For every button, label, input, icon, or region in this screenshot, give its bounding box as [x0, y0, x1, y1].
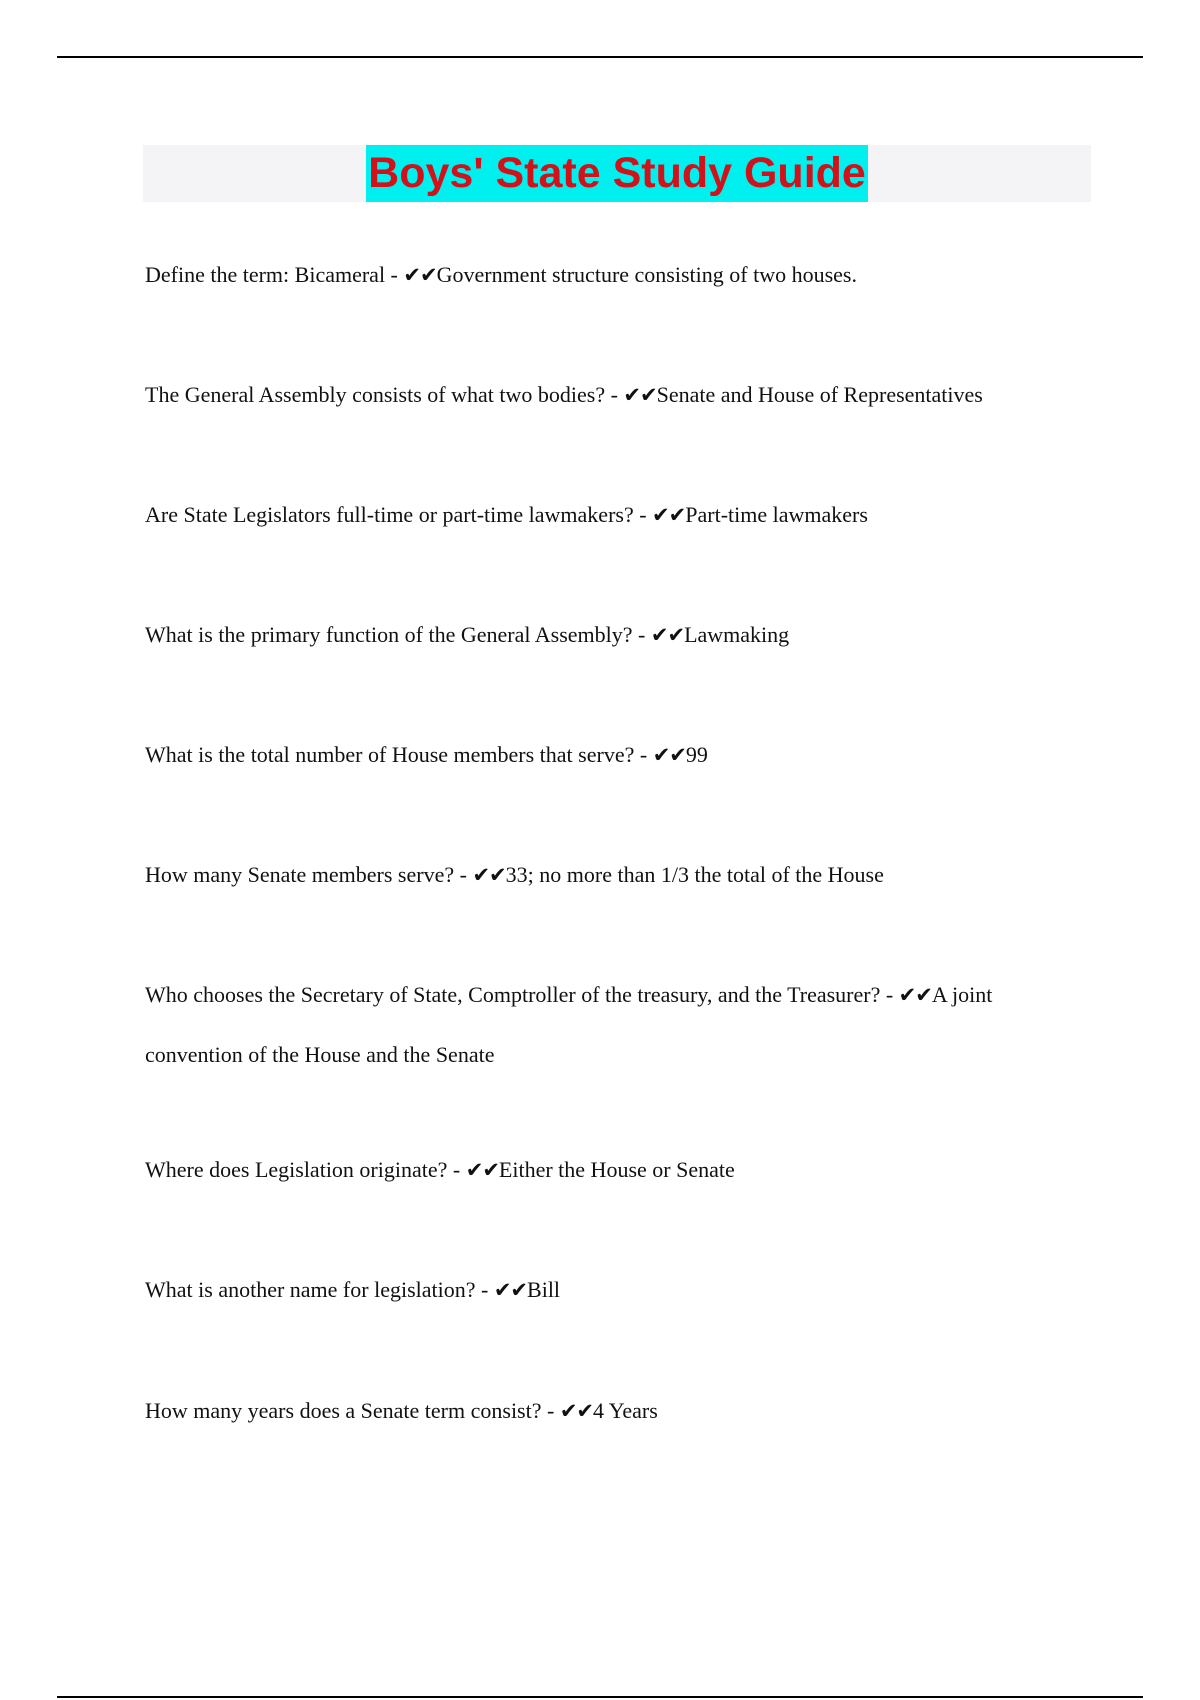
- check-icon: ✔✔: [898, 983, 932, 1007]
- check-icon: ✔✔: [650, 623, 685, 647]
- answer-text: 4 Years: [593, 1398, 658, 1423]
- check-icon: ✔✔: [652, 743, 686, 767]
- qa-item: [145, 725, 1095, 785]
- answer-text: A joint convention of the House and the Senate: [145, 982, 993, 1067]
- check-icon: ✔✔: [652, 503, 686, 527]
- qa-item: [145, 965, 1095, 1085]
- question-text: Who chooses the Secretary of State, Comptroller of the treasury, and the Treasurer? -: [145, 982, 899, 1007]
- qa-item: [145, 845, 1095, 905]
- check-icon: ✔✔: [493, 1278, 528, 1302]
- qa-item: [145, 485, 1095, 545]
- answer-text: Government structure consisting of two houses.: [436, 262, 857, 287]
- answer-text: Lawmaking: [684, 622, 790, 647]
- check-icon: ✔✔: [472, 863, 506, 887]
- qa-item: [145, 605, 1095, 665]
- check-icon: ✔✔: [465, 1158, 499, 1182]
- question-text: What is the total number of House members that serve? -: [145, 742, 653, 767]
- answer-text: Bill: [527, 1277, 561, 1302]
- qa-item: [145, 365, 1095, 425]
- question-text: How many years does a Senate term consist? -: [145, 1398, 560, 1423]
- answer-text: Senate and House of Representatives: [656, 382, 983, 407]
- qa-item: [145, 245, 1095, 305]
- page-title: Boys' State Study Guide: [366, 145, 868, 202]
- bottom-rule: [57, 1696, 1143, 1698]
- question-text: Define the term: Bicameral -: [145, 262, 404, 287]
- question-text: The General Assembly consists of what two bodies? -: [145, 382, 624, 407]
- qa-item: [145, 1381, 1095, 1441]
- title-band: [143, 145, 1091, 202]
- question-text: Where does Legislation originate? -: [145, 1157, 466, 1182]
- question-text: Are State Legislators full-time or part-time lawmakers? -: [145, 502, 653, 527]
- qa-item: [145, 1140, 1095, 1200]
- answer-text: 33; no more than 1/3 the total of the House: [505, 862, 884, 887]
- answer-text: 99: [685, 742, 708, 767]
- question-text: How many Senate members serve? -: [145, 862, 473, 887]
- check-icon: ✔✔: [403, 263, 437, 287]
- check-icon: ✔✔: [623, 383, 657, 407]
- question-text: What is the primary function of the General Assembly? -: [145, 622, 651, 647]
- answer-text: Either the House or Senate: [498, 1157, 735, 1182]
- question-text: What is another name for legislation? -: [145, 1277, 494, 1302]
- qa-item: [145, 1260, 1095, 1320]
- check-icon: ✔✔: [559, 1399, 594, 1423]
- top-rule: [57, 56, 1143, 58]
- answer-text: Part-time lawmakers: [685, 502, 868, 527]
